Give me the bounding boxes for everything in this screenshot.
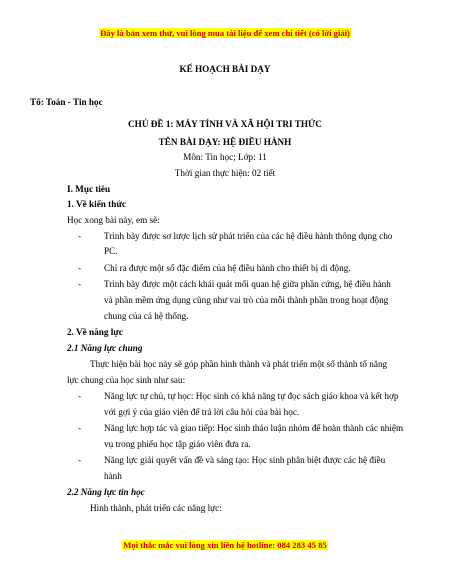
- competence-item-1: Năng lực tự chủ, tự học: Học sinh có khả năng tự đọc sách giáo khoa và kết hợp: [104, 391, 399, 401]
- section-objectives: I. Mục tiêu: [67, 184, 111, 194]
- section-competence: 2. Về năng lực: [67, 327, 123, 337]
- topic-heading: CHỦ ĐỀ 1: MÁY TÍNH VÀ XÃ HỘI TRI THỨC: [128, 119, 322, 129]
- competence-item-2-cont: vụ trong phiếu học tập giáo viên đưa ra.: [104, 439, 251, 449]
- bullet-dash: -: [78, 455, 82, 465]
- lesson-heading: TÊN BÀI DẠY: HỆ ĐIỀU HÀNH: [158, 137, 292, 147]
- duration: Thời gian thực hiện: 02 tiết: [174, 168, 276, 178]
- competence-item-3: Năng lực giải quyết vấn đề và sáng tạo: Học sinh phân biệt được các hệ điều: [104, 455, 386, 465]
- hotline-banner: Mọi thắc mắc vui lòng xin liên hệ hotline: 084 283 45 85: [123, 540, 327, 550]
- bullet-dash: -: [78, 231, 82, 241]
- preview-banner: Đây là bản xem thử, vui lòng mua tài liệu để xem chi tiết (có lời giải): [100, 28, 350, 38]
- knowledge-item-1-cont: PC.: [104, 246, 118, 256]
- bullet-dash: -: [78, 279, 82, 289]
- it-competence-paragraph: Hình thành, phát triển các năng lực:: [90, 503, 222, 513]
- knowledge-item-3-cont: và phần mềm ứng dụng cũng như vai trò của mỗi thành phần trong hoạt động: [104, 295, 389, 305]
- subsection-it-competence: 2.2 Năng lực tin học: [67, 487, 145, 497]
- general-competence-paragraph-cont: lực chung của học sinh như sau:: [67, 375, 186, 385]
- knowledge-item-2: Chỉ ra được một số đặc điểm của hệ điều hành cho thiết bị di động.: [104, 263, 351, 273]
- document-title: KẾ HOẠCH BÀI DẠY: [179, 64, 271, 74]
- competence-item-2: Năng lực hợp tác và giao tiếp: Học sinh thảo luận nhóm để hoàn thành các nhiệm: [104, 423, 404, 433]
- knowledge-item-1: Trình bày được sơ lược lịch sử phát triển của các hệ điều hành thông dụng cho: [104, 231, 393, 241]
- competence-item-1-cont: với gợi ý của giáo viên để trả lời câu hỏi của bài học.: [104, 407, 300, 417]
- knowledge-intro: Học xong bài này, em sẽ:: [67, 215, 160, 225]
- team-label: Tổ: Toán - Tin học: [30, 97, 103, 107]
- general-competence-paragraph: Thực hiện bài học này sẽ góp phần hình thành và phát triển một số thành tố năng: [90, 359, 388, 369]
- subsection-general-competence: 2.1 Năng lực chung: [67, 343, 143, 353]
- knowledge-item-3: Trình bày được một cách khái quát mối quan hệ giữa phần cứng, hệ điều hành: [104, 279, 391, 289]
- bullet-dash: -: [78, 263, 82, 273]
- knowledge-item-3-cont: chung của cả hệ thống.: [104, 311, 189, 321]
- competence-item-3-cont: hành: [104, 471, 122, 481]
- bullet-dash: -: [78, 423, 82, 433]
- subject-grade: Môn: Tin học; Lớp: 11: [183, 152, 267, 162]
- bullet-dash: -: [78, 391, 82, 401]
- section-knowledge: 1. Về kiến thức: [67, 199, 126, 209]
